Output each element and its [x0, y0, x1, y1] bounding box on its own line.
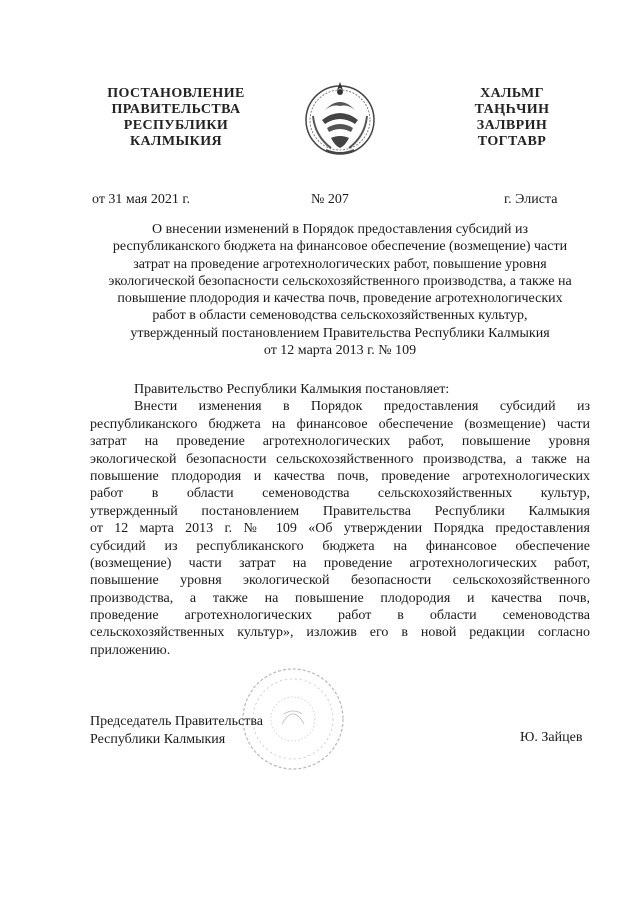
title-line: повышение плодородия и качества почв, проведение агротехнологических [117, 291, 563, 307]
body-preamble: Правительство Республики Калмыкия постановляет: [134, 382, 450, 397]
header-right-line: ТОГТАВР [477, 134, 547, 149]
header-right-line: ЗАЛВРИН [476, 118, 548, 133]
document-number: № 207 [311, 192, 349, 207]
body-line: производства, а также на повышение плодородия и качества почв, [90, 590, 590, 606]
title-line: затрат на проведение агротехнологических работ, повышение уровня [133, 256, 547, 272]
header-left-line: ПРАВИТЕЛЬСТВА [111, 102, 241, 117]
header-left-line: КАЛМЫКИЯ [129, 134, 222, 149]
header-right-line: ХАЛЬМГ [480, 86, 544, 101]
signer-title-line: Председатель Правительства [90, 714, 263, 729]
body-line: работ в области семеноводства сельскохозяйственных культур, [90, 486, 590, 502]
title-line: экологической безопасности сельскохозяйственного производства, а также на [108, 273, 572, 289]
body-line: Внести изменения в Порядок предоставления субсидий из [134, 399, 590, 415]
body-line: повышение плодородия и качества почв, проведение агротехнологических [90, 468, 590, 484]
header-left-line: РЕСПУБЛИКИ [123, 118, 229, 133]
body-line: субсидий из республиканского бюджета на финансовое обеспечение [90, 538, 590, 554]
header-left-line: ПОСТАНОВЛЕНИЕ [107, 86, 245, 101]
document-title [86, 221, 594, 359]
title-line: республиканского бюджета на финансовое обеспечение (возмещение) части [112, 239, 568, 255]
header-right-line: ТАҢҺЧИН [474, 102, 550, 117]
document-date: от 31 мая 2021 г. [92, 192, 191, 207]
body-line: утвержденный постановлением Правительства Республики Калмыкия [90, 503, 590, 519]
title-line: работ в области семеноводства сельскохозяйственных культур, [152, 308, 528, 324]
body-line: от 12 марта 2013 г. № 109 «Об утверждении Порядка предоставления [90, 521, 590, 537]
body-line: повышение уровня экологической безопасности сельскохозяйственного [90, 573, 590, 589]
coat-of-arms-emblem [301, 76, 379, 160]
body-line: приложению. [90, 642, 171, 658]
body-line: экологической безопасности сельскохозяйственного производства, а также на [90, 451, 590, 467]
body-line: затрат на проведение агротехнологических работ, повышение уровня [90, 434, 590, 450]
body-line: проведение агротехнологических работ в области семеноводства [90, 608, 590, 624]
body-line: сельскохозяйственных культур», изложив его в новой редакции согласно [90, 625, 590, 641]
header-left-russian [96, 86, 256, 150]
signer-name: Ю. Зайцев [520, 730, 583, 745]
header-right-kalmyk [452, 86, 572, 150]
title-line: от 12 марта 2013 г. № 109 [263, 343, 417, 359]
body-line: республиканского бюджета на финансовое обеспечение (возмещение) части [90, 416, 590, 432]
signer-title [90, 713, 263, 748]
document-city: г. Элиста [504, 192, 558, 207]
document-body [90, 381, 590, 659]
title-line: утвержденный постановлением Правительства Республики Калмыкия [130, 325, 550, 341]
signer-title-line: Республики Калмыкия [90, 731, 226, 747]
body-line: (возмещение) части затрат на проведение агротехнологических работ, [90, 555, 590, 571]
title-line: О внесении изменений в Порядок предоставления субсидий из [151, 222, 529, 237]
